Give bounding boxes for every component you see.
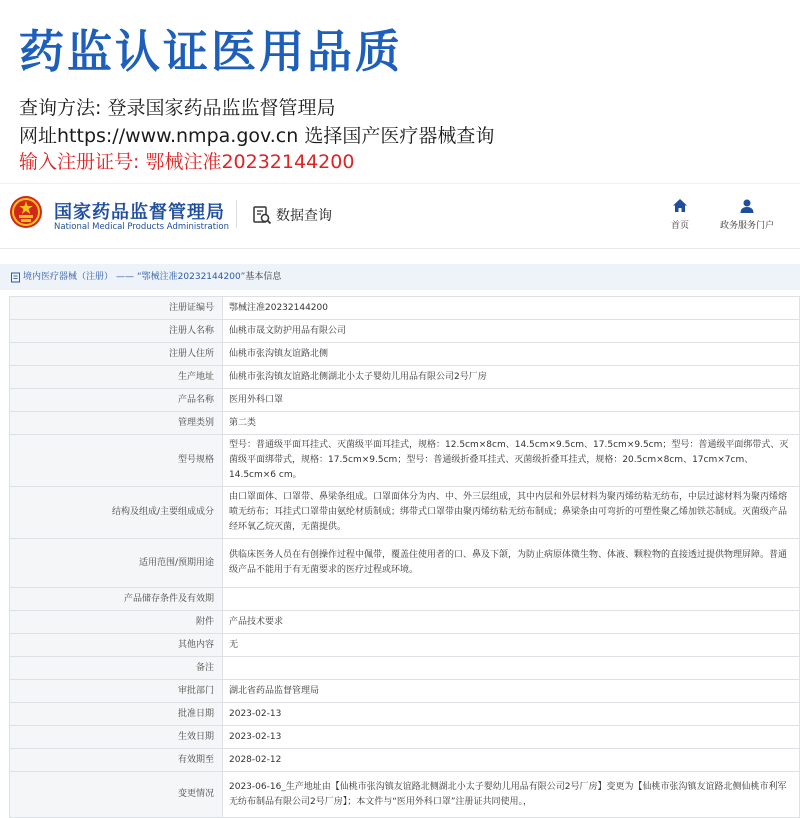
field-value: 供临床医务人员在有创操作过程中佩带，覆盖住使用者的口、鼻及下颌，为防止病原体微生物、体液、颗粒物的直接透过提供物理屏障。普通级产品不能用于有无菌要求的医疗过程或环境。 <box>223 539 800 588</box>
table-row <box>10 772 800 818</box>
table-row <box>10 749 800 772</box>
field-label: 批准日期 <box>10 703 223 726</box>
breadcrumb-current: “鄂械注准20232144200” <box>137 272 246 282</box>
field-label: 注册证编号 <box>10 297 223 320</box>
nav-home[interactable] <box>662 198 698 231</box>
field-label: 型号规格 <box>10 435 223 487</box>
document-icon <box>10 272 21 283</box>
field-value: 2023-06-16_生产地址由【仙桃市张沟镇友谊路北侧湖北小太子婴幼儿用品有限公司2号厂房】变更为【仙桃市张沟镇友谊路北侧仙桃市利军无纺布制品有限公司2号厂房】；本文件与“医用外科口罩”注册证共同使用。， <box>223 772 800 818</box>
field-value: 仙桃市张沟镇友谊路北侧 <box>223 343 800 366</box>
table-row <box>10 297 800 320</box>
national-emblem-icon <box>9 195 43 229</box>
banner-title: 药监认证医用品质 <box>19 25 404 78</box>
field-value: 产品技术要求 <box>223 611 800 634</box>
field-label: 产品储存条件及有效期 <box>10 588 223 611</box>
breadcrumb-root-link[interactable]: 境内医疗器械（注册） <box>23 272 114 282</box>
table-row <box>10 611 800 634</box>
site-header <box>0 183 800 249</box>
field-value: 2023-02-13 <box>223 703 800 726</box>
site-logo-title[interactable]: 国家药品监督管理局 <box>54 202 225 223</box>
table-row <box>10 539 800 588</box>
user-icon <box>739 198 755 214</box>
home-icon <box>672 198 688 214</box>
table-row <box>10 320 800 343</box>
field-value: 医用外科口罩 <box>223 389 800 412</box>
table-row <box>10 412 800 435</box>
table-row <box>10 634 800 657</box>
field-value <box>223 588 800 611</box>
field-value: 仙桃市晟文防护用品有限公司 <box>223 320 800 343</box>
field-label: 变更情况 <box>10 772 223 818</box>
table-row <box>10 657 800 680</box>
field-value: 2028-02-12 <box>223 749 800 772</box>
field-label: 备注 <box>10 657 223 680</box>
field-label: 适用范围/预期用途 <box>10 539 223 588</box>
table-row <box>10 703 800 726</box>
promo-banner <box>0 0 800 182</box>
banner-instruction-cert-number: 输入注册证号: 鄂械注准20232144200 <box>19 151 355 173</box>
table-row <box>10 389 800 412</box>
field-label: 附件 <box>10 611 223 634</box>
field-label: 其他内容 <box>10 634 223 657</box>
field-value: 鄂械注准20232144200 <box>223 297 800 320</box>
field-value: 型号：普通级平面耳挂式、灭菌级平面耳挂式，规格：12.5cm×8cm、14.5cm×9.5cm、17.5cm×9.5cm；型号：普通级平面绑带式、灭菌级平面绑带式，规格：17.5cm×9.5cm；型号：普通级折叠耳挂式、灭菌级折叠耳挂式，规格：20.5cm×8cm、17cm×7cm、14.5cm×6 cm。 <box>223 435 800 487</box>
nav-gov-portal[interactable] <box>712 198 782 231</box>
data-query-link[interactable] <box>252 202 332 228</box>
field-value: 仙桃市张沟镇友谊路北侧湖北小太子婴幼儿用品有限公司2号厂房 <box>223 366 800 389</box>
table-row <box>10 680 800 703</box>
table-row <box>10 726 800 749</box>
breadcrumb-separator: —— <box>116 272 135 282</box>
field-value: 湖北省药品监督管理局 <box>223 680 800 703</box>
field-value: 2023-02-13 <box>223 726 800 749</box>
field-label: 注册人住所 <box>10 343 223 366</box>
field-label: 生产地址 <box>10 366 223 389</box>
registration-detail-table <box>9 296 800 818</box>
breadcrumb-tail: 基本信息 <box>245 272 282 282</box>
table-row <box>10 487 800 539</box>
field-label: 有效期至 <box>10 749 223 772</box>
site-logo-subtitle: National Medical Products Administration <box>54 222 229 232</box>
table-row <box>10 343 800 366</box>
field-label: 注册人名称 <box>10 320 223 343</box>
banner-instruction-url: 网址https://www.nmpa.gov.cn 选择国产医疗器械查询 <box>19 125 495 147</box>
breadcrumb <box>0 264 800 290</box>
nav-gov-portal-label: 政务服务门户 <box>719 221 774 231</box>
table-row <box>10 588 800 611</box>
field-value: 无 <box>223 634 800 657</box>
nav-home-label: 首页 <box>670 221 689 231</box>
field-value <box>223 657 800 680</box>
header-divider <box>236 200 237 228</box>
table-row <box>10 366 800 389</box>
field-value: 第二类 <box>223 412 800 435</box>
field-label: 审批部门 <box>10 680 223 703</box>
field-label: 管理类别 <box>10 412 223 435</box>
field-value: 由口罩面体、口罩带、鼻梁条组成。口罩面体分为内、中、外三层组成，其中内层和外层材料为聚丙烯纺粘无纺布，中层过滤材料为聚丙烯熔喷无纺布；耳挂式口罩带由氨纶材质制成；绑带式口罩带由聚丙烯纺粘无纺布制成；鼻梁条由可弯折的可塑性聚乙烯加铁芯制成。灭菌级产品经环氧乙烷灭菌，无菌提供。 <box>223 487 800 539</box>
field-label: 产品名称 <box>10 389 223 412</box>
data-query-label: 数据查询 <box>276 208 332 224</box>
field-label: 生效日期 <box>10 726 223 749</box>
banner-instruction-method: 查询方法: 登录国家药品监监督管理局 <box>19 97 336 119</box>
table-row <box>10 435 800 487</box>
data-query-icon <box>252 205 272 225</box>
field-label: 结构及组成/主要组成成分 <box>10 487 223 539</box>
